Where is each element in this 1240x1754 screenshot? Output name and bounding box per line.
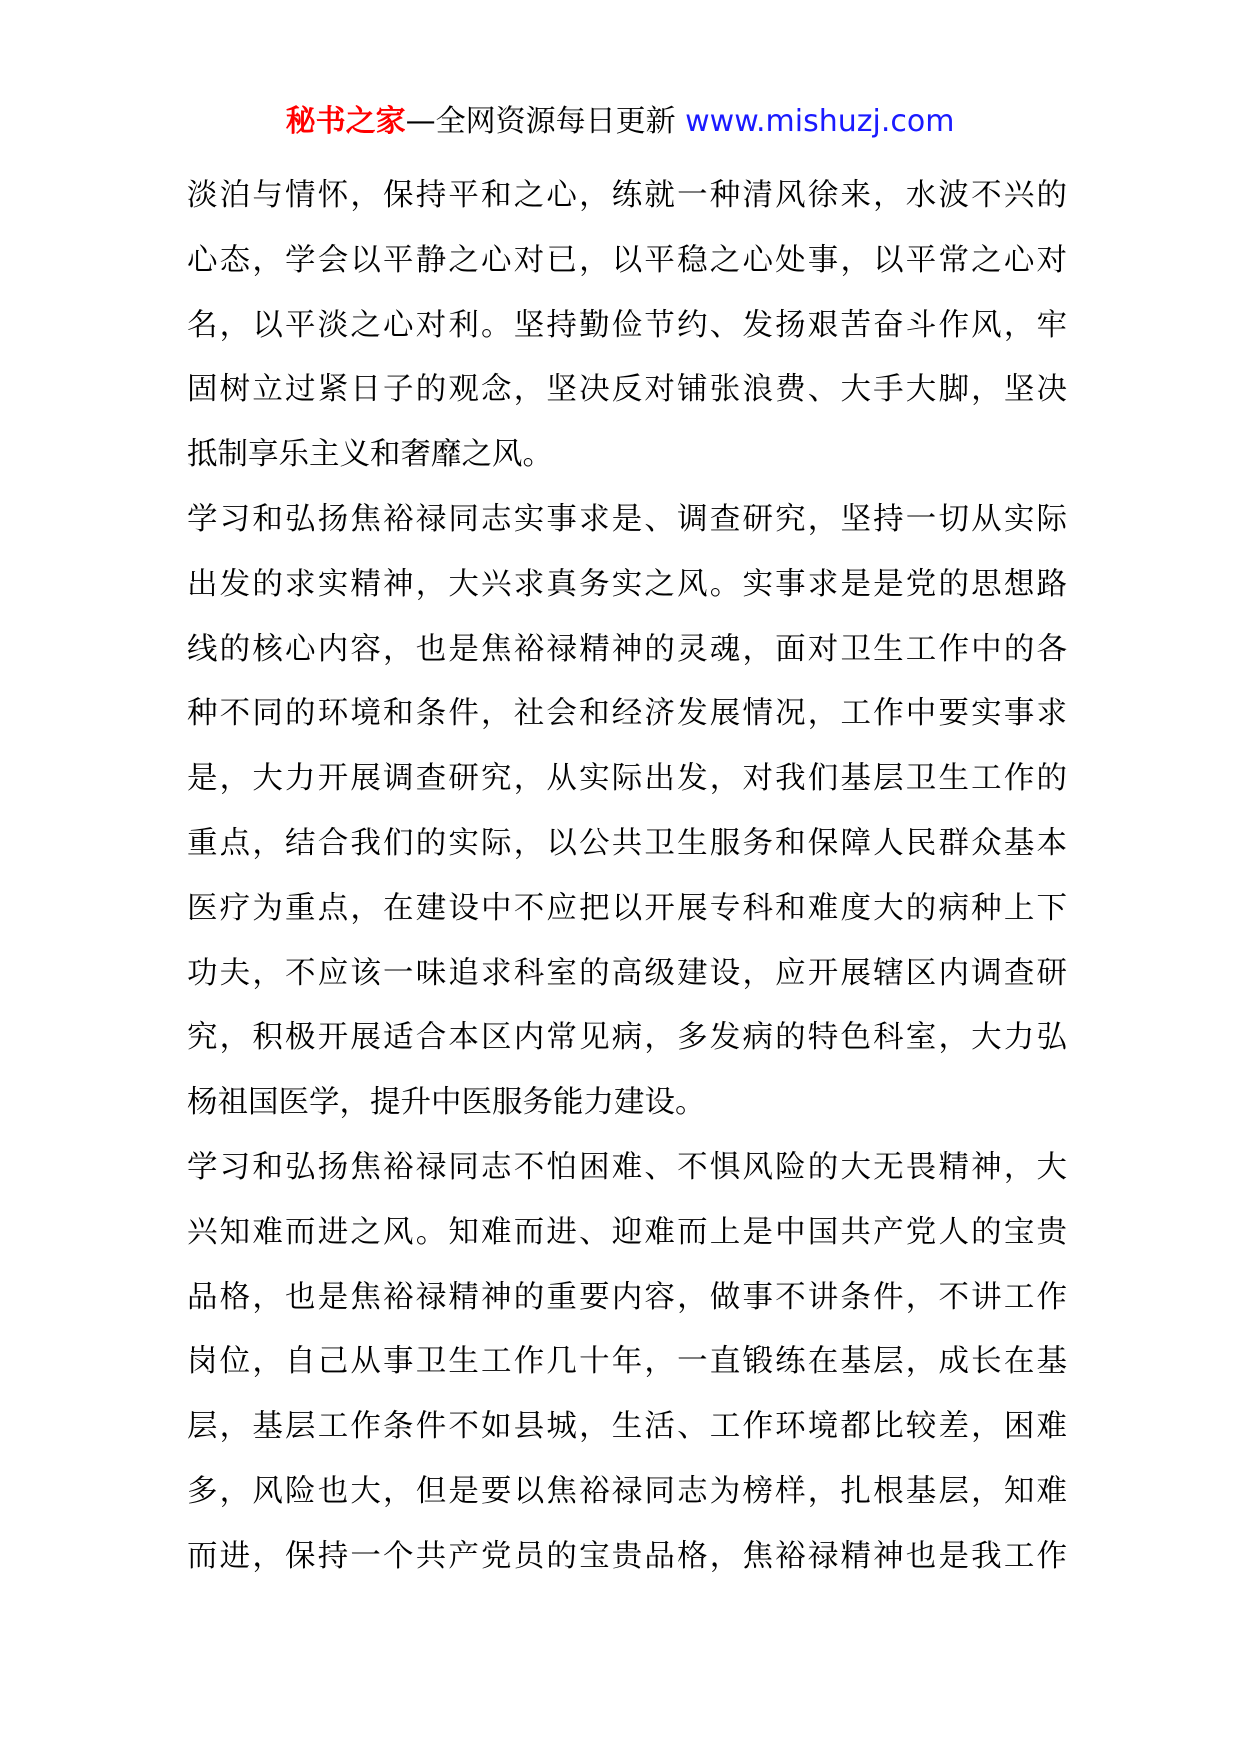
text-line: 功夫，不应该一味追求科室的高级建设，应开展辖区内调查研 (187, 955, 1067, 991)
text-line: 种不同的环境和条件，社会和经济发展情况，工作中要实事求 (187, 696, 1067, 732)
text-line: 心态，学会以平静之心对已，以平稳之心处事，以平常之心对 (187, 242, 1067, 278)
text-line: 而进，保持一个共产党员的宝贵品格，焦裕禄精神也是我工作 (187, 1538, 1067, 1574)
text-line: 重点，结合我们的实际，以公共卫生服务和保障人民群众基本 (187, 825, 1067, 861)
text-line: 是，大力开展调查研究，从实际出发，对我们基层卫生工作的 (187, 761, 1067, 797)
text-line: 淡泊与情怀，保持平和之心，练就一种清风徐来，水波不兴的 (187, 178, 1067, 213)
text-line: 抵制享乐主义和奢靡之风。 (187, 437, 553, 473)
header-url-link[interactable]: www.mishuzj.com (685, 104, 955, 139)
text-line: 固树立过紧日子的观念，坚决反对铺张浪费、大手大脚，坚决 (187, 372, 1067, 408)
header-slogan: —全网资源每日更新 (405, 104, 686, 139)
body-text (187, 164, 1067, 1590)
page-header (0, 100, 1240, 144)
text-line: 兴知难而进之风。知难而进、迎难而上是中国共产党人的宝贵 (187, 1214, 1067, 1250)
text-line: 岗位，自己从事卫生工作几十年，一直锻练在基层，成长在基 (187, 1344, 1067, 1380)
text-line: 出发的求实精神，大兴求真务实之风。实事求是是党的思想路 (187, 566, 1067, 602)
text-line: 品格，也是焦裕禄精神的重要内容，做事不讲条件，不讲工作 (187, 1279, 1067, 1315)
text-line: 多，风险也大，但是要以焦裕禄同志为榜样，扎根基层，知难 (187, 1473, 1067, 1509)
text-line: 层，基层工作条件不如县城，生活、工作环境都比较差，困难 (187, 1409, 1067, 1445)
text-line: 线的核心内容，也是焦裕禄精神的灵魂，面对卫生工作中的各 (187, 631, 1067, 667)
text-line: 学习和弘扬焦裕禄同志不怕困难、不惧风险的大无畏精神，大 (187, 1149, 1067, 1185)
header-brand: 秘书之家 (285, 104, 406, 139)
text-line: 究，积极开展适合本区内常见病，多发病的特色科室，大力弘 (187, 1020, 1067, 1056)
text-line: 杨祖国医学，提升中医服务能力建设。 (187, 1085, 706, 1121)
text-line: 名，以平淡之心对利。坚持勤俭节约、发扬艰苦奋斗作风，牢 (187, 307, 1067, 343)
text-line: 医疗为重点，在建设中不应把以开展专科和难度大的病种上下 (187, 890, 1067, 926)
text-line: 学习和弘扬焦裕禄同志实事求是、调查研究，坚持一切从实际 (187, 501, 1067, 537)
